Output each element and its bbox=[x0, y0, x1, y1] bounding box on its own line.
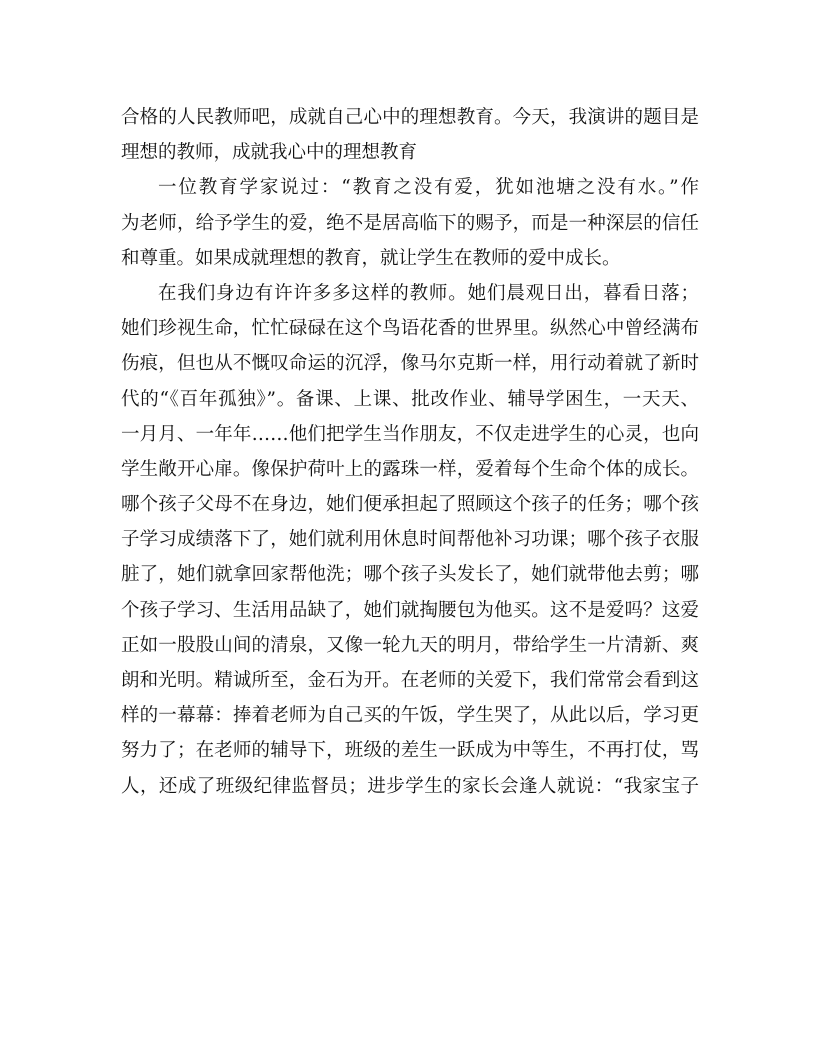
text-line: 学生敞开心扉。像保护荷叶上的露珠一样，爱着每个生命个体的成长。 bbox=[121, 458, 699, 480]
text-line: 子学习成绩落下了，她们就利用休息时间帮他补习功课；哪个孩子衣服 bbox=[121, 529, 699, 551]
text-line: 理想的教师，成就我心中的理想教育 bbox=[121, 142, 418, 164]
text-line: 她们珍视生命，忙忙碌碌在这个鸟语花香的世界里。纵然心中曾经满布 bbox=[121, 318, 699, 340]
text-line: 和尊重。如果成就理想的教育，就让学生在教师的爱中成长。 bbox=[121, 247, 621, 269]
text-line: 伤痕，但也从不慨叹命运的沉浮，像马尔克斯一样，用行动着就了新时 bbox=[121, 353, 699, 375]
text-line: 合格的人民教师吧，成就自己心中的理想教育。今天，我演讲的题目是 bbox=[121, 107, 699, 128]
text-line: 哪个孩子父母不在身边，她们便承担起了照顾这个孩子的任务；哪个孩 bbox=[121, 494, 699, 516]
text-line: 脏了，她们就拿回家帮他洗；哪个孩子头发长了，她们就带他去剪；哪 bbox=[121, 564, 699, 586]
text-line: 代的“《百年孤独》”。备课、上课、批改作业、辅导学困生，一天天、 bbox=[121, 388, 699, 410]
text-line: 正如一股股山间的清泉，又像一轮九天的明月，带给学生一片清新、爽 bbox=[121, 634, 699, 656]
text-line: 努力了；在老师的辅导下，班级的差生一跃成为中等生，不再打仗，骂 bbox=[121, 740, 699, 762]
body-text bbox=[121, 100, 699, 804]
paragraph-first-line: 在我们身边有许许多多这样的教师。她们晨观日出，暮看日落； bbox=[158, 282, 699, 304]
text-line: 人，还成了班级纪律监督员；进步学生的家长会逢人就说：“我家宝子 bbox=[121, 775, 699, 797]
text-line: 为老师，给予学生的爱，绝不是居高临下的赐予，而是一种深层的信任 bbox=[121, 212, 699, 234]
text-line: 样的一幕幕：捧着老师为自己买的午饭，学生哭了，从此以后，学习更 bbox=[121, 705, 699, 727]
paragraph-first-line: 一位教育学家说过：“教育之没有爱，犹如池塘之没有水。”作 bbox=[158, 177, 699, 199]
text-line: 朗和光明。精诚所至，金石为开。在老师的关爱下，我们常常会看到这 bbox=[121, 670, 699, 691]
text-line: 个孩子学习、生活用品缺了，她们就掏腰包为他买。这不是爱吗？这爱 bbox=[121, 599, 699, 621]
text-line: 一月月、一年年……他们把学生当作朋友，不仅走进学生的心灵，也向 bbox=[121, 423, 699, 445]
